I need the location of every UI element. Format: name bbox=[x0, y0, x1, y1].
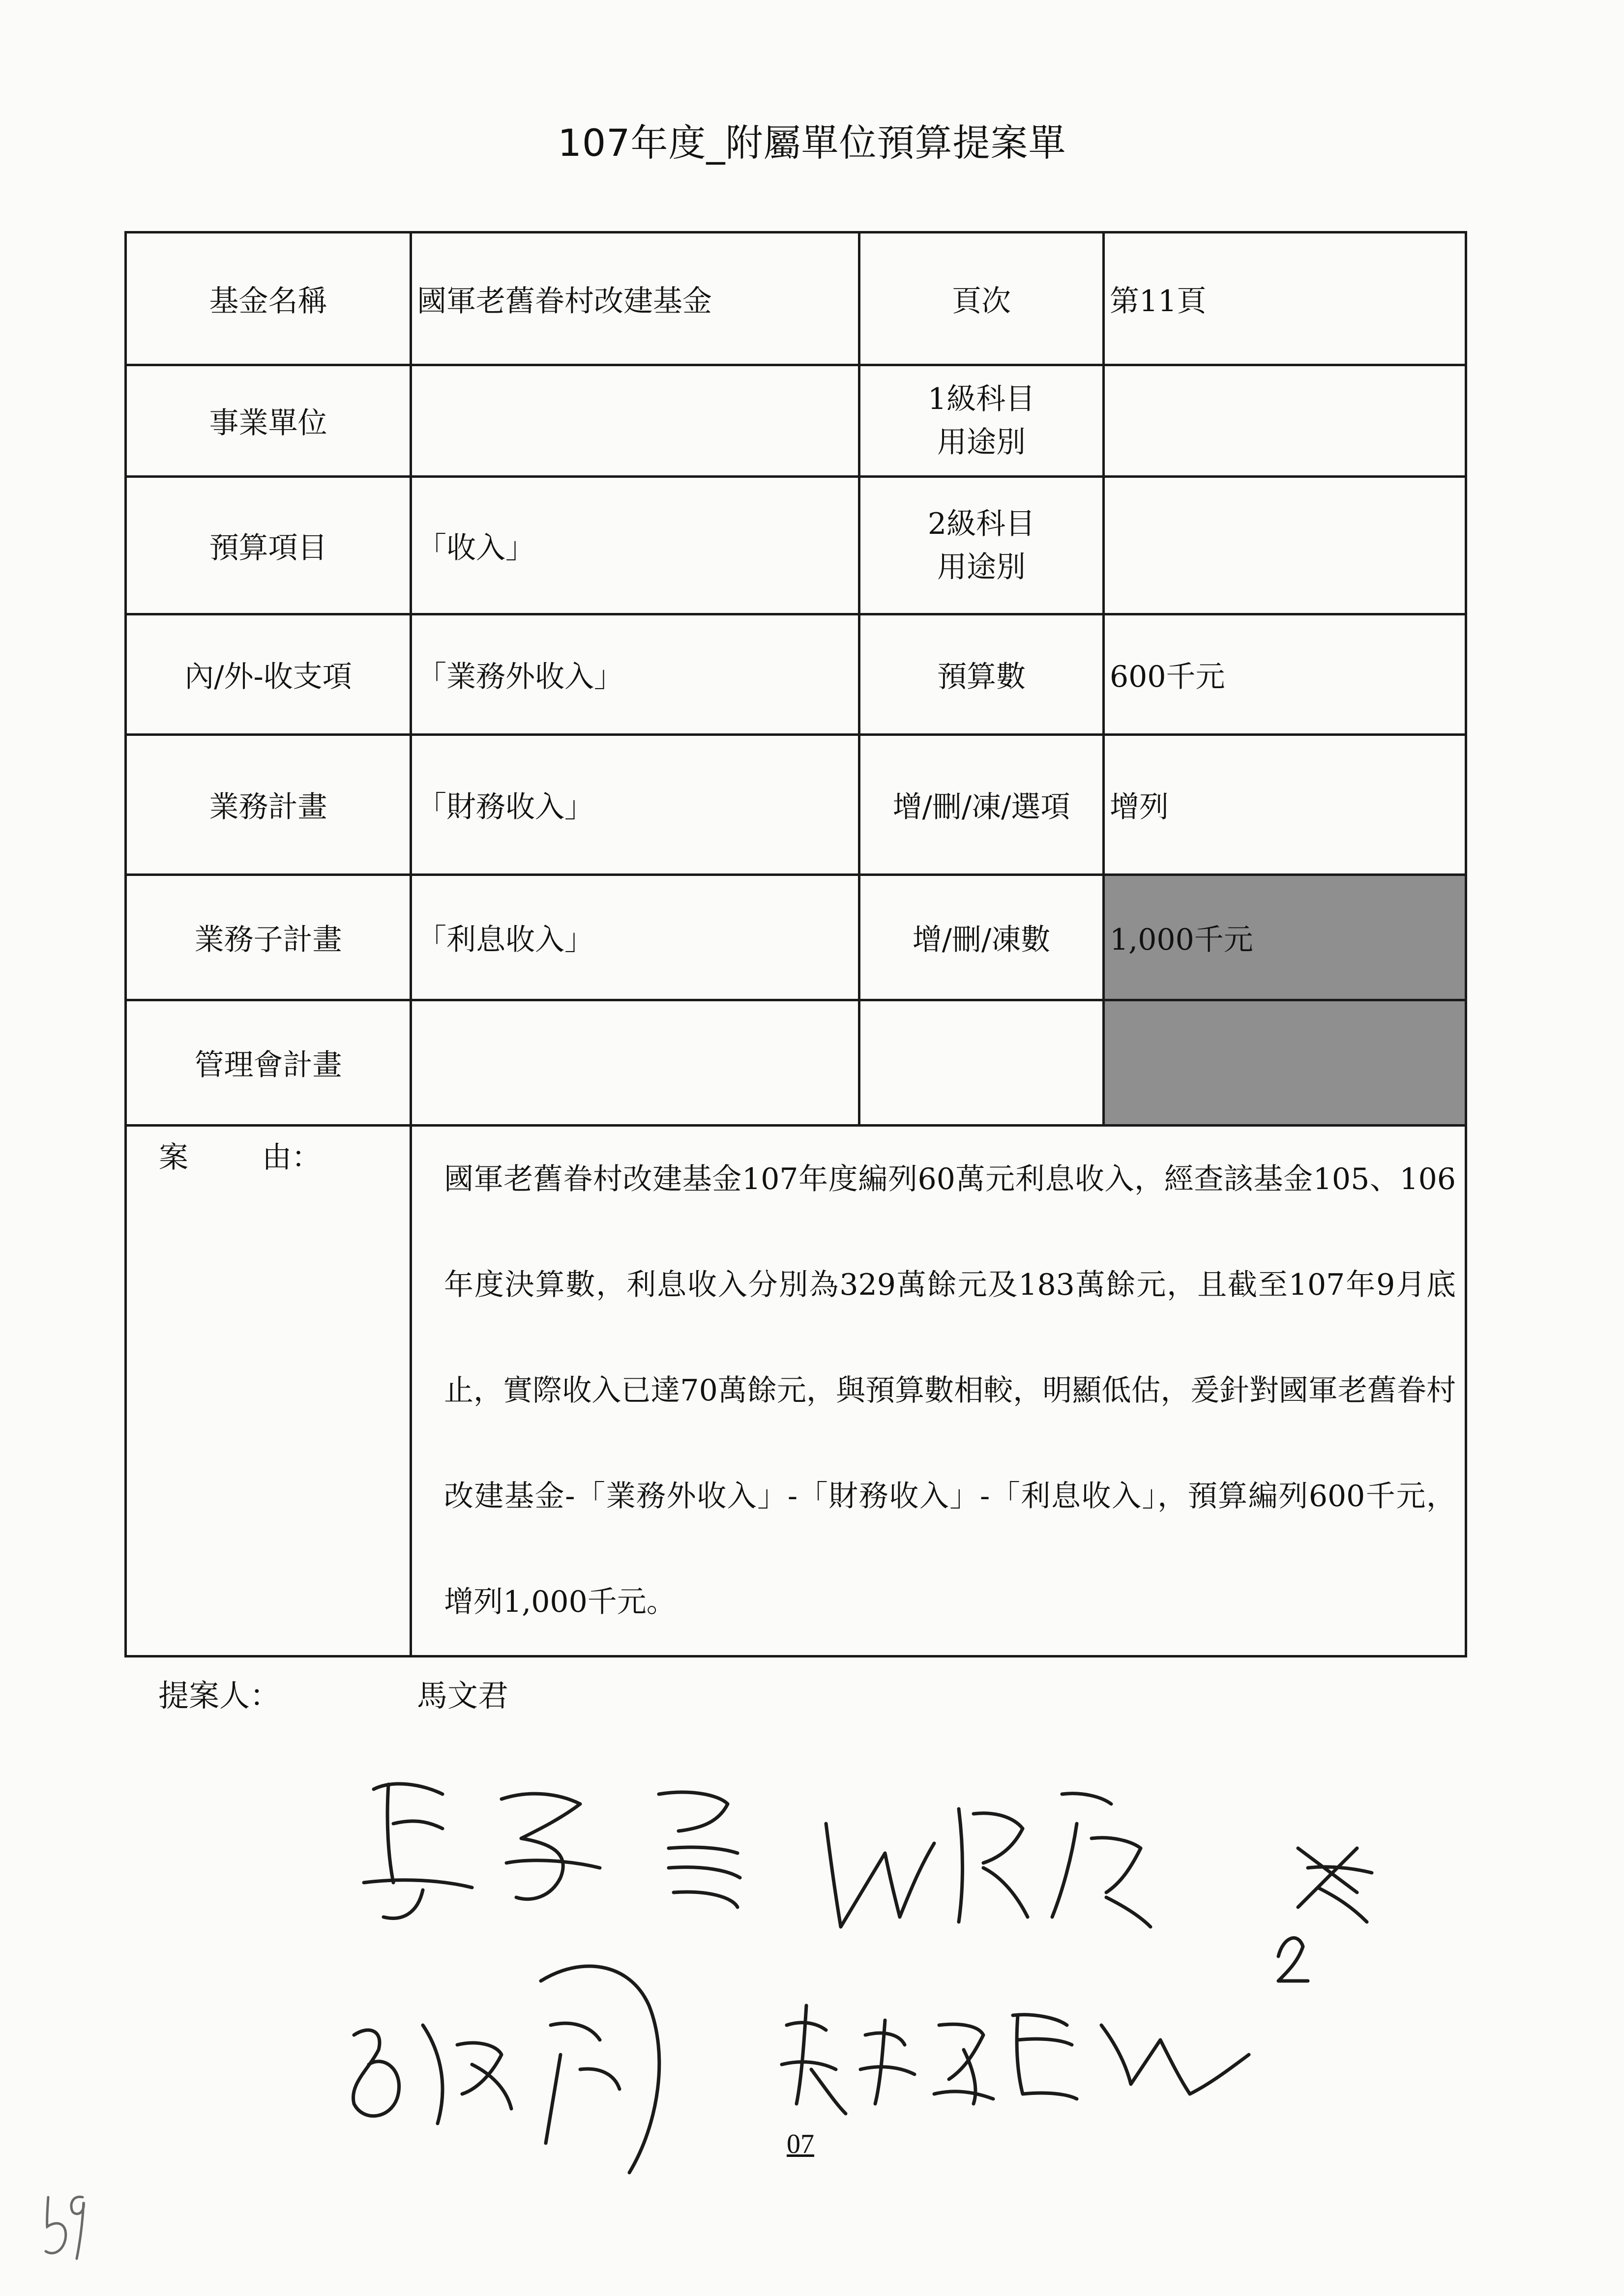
business-unit-value bbox=[411, 365, 859, 477]
amount-change-value: 1,000千元 bbox=[1104, 875, 1466, 1000]
budget-item-label: 預算項目 bbox=[126, 477, 411, 614]
level1-subject-value bbox=[1104, 365, 1466, 477]
proposal-form-table bbox=[124, 231, 1467, 1657]
proposer-name: 馬文君 bbox=[417, 1678, 509, 1714]
signature-3 bbox=[353, 1966, 659, 2173]
form-row-fund-name bbox=[126, 233, 1466, 365]
page-label: 頁次 bbox=[859, 233, 1104, 365]
level2-subject-label bbox=[859, 477, 1104, 614]
case-reason-text: 國軍老舊眷村改建基金107年度編列60萬元利息收入，經查該基金105、106年度決算數，利息收入分別為329萬餘元及183萬餘元，且截至107年9月底止，實際收入已達70萬餘元，與預算數相較，明顯低估，爰針對國軍老舊眷村改建基金-「業務外收入」-「財務收入」-「利息收入」，預算編列600千元，增列1,000千元。 bbox=[411, 1126, 1466, 1657]
case-label bbox=[126, 1126, 411, 1657]
form-row-business-plan bbox=[126, 735, 1466, 875]
business-unit-label: 事業單位 bbox=[126, 365, 411, 477]
level1-subject-label-line2: 用途別 bbox=[937, 425, 1026, 460]
form-row-budget-item bbox=[126, 477, 1466, 614]
document-title: 107年度_附屬單位預算提案單 bbox=[558, 121, 1066, 165]
level1-subject-label bbox=[859, 365, 1104, 477]
signature-5 bbox=[1278, 1848, 1372, 1981]
form-row-in-out bbox=[126, 614, 1466, 735]
signature-1 bbox=[364, 1784, 740, 1918]
in-out-item-label: 內/外-收支項 bbox=[126, 614, 411, 735]
page-value: 第11頁 bbox=[1104, 233, 1466, 365]
budget-amount-label: 預算數 bbox=[859, 614, 1104, 735]
budget-item-value: 「收入」 bbox=[411, 477, 859, 614]
budget-amount-value: 600千元 bbox=[1104, 614, 1466, 735]
fund-name-label: 基金名稱 bbox=[126, 233, 411, 365]
option-value: 增列 bbox=[1104, 735, 1466, 875]
option-label: 增/刪/凍/選項 bbox=[859, 735, 1104, 875]
fund-name-value: 國軍老舊眷村改建基金 bbox=[411, 233, 859, 365]
handwritten-signatures bbox=[295, 1750, 1426, 2192]
proposer-label: 提案人： bbox=[158, 1678, 281, 1714]
mgmt-plan-value bbox=[411, 1000, 859, 1126]
level2-subject-label-line1: 2級科目 bbox=[927, 506, 1035, 541]
business-plan-label: 業務計畫 bbox=[126, 735, 411, 875]
form-row-business-unit bbox=[126, 365, 1466, 477]
mgmt-plan-label: 管理會計畫 bbox=[126, 1000, 411, 1126]
form-row-case bbox=[126, 1126, 1466, 1657]
form-row-mgmt-plan bbox=[126, 1000, 1466, 1126]
page-number: 07 bbox=[787, 2129, 814, 2159]
signature-4 bbox=[782, 2005, 1249, 2114]
level1-subject-label-line1: 1級科目 bbox=[927, 382, 1035, 416]
case-label-part1: 案 bbox=[159, 1140, 188, 1175]
mgmt-shaded-cell bbox=[1104, 1000, 1466, 1126]
handwritten-margin-note bbox=[38, 2178, 92, 2266]
sub-plan-value: 「利息收入」 bbox=[411, 875, 859, 1000]
mgmt-empty-cell bbox=[859, 1000, 1104, 1126]
level2-subject-value bbox=[1104, 477, 1466, 614]
level2-subject-label-line2: 用途別 bbox=[937, 550, 1026, 584]
business-plan-value: 「財務收入」 bbox=[411, 735, 859, 875]
form-row-sub-plan bbox=[126, 875, 1466, 1000]
sub-plan-label: 業務子計畫 bbox=[126, 875, 411, 1000]
signature-2 bbox=[826, 1794, 1151, 1927]
case-label-part2: 由： bbox=[262, 1140, 321, 1175]
in-out-item-value: 「業務外收入」 bbox=[411, 614, 859, 735]
amount-change-label: 增/刪/凍數 bbox=[859, 875, 1104, 1000]
